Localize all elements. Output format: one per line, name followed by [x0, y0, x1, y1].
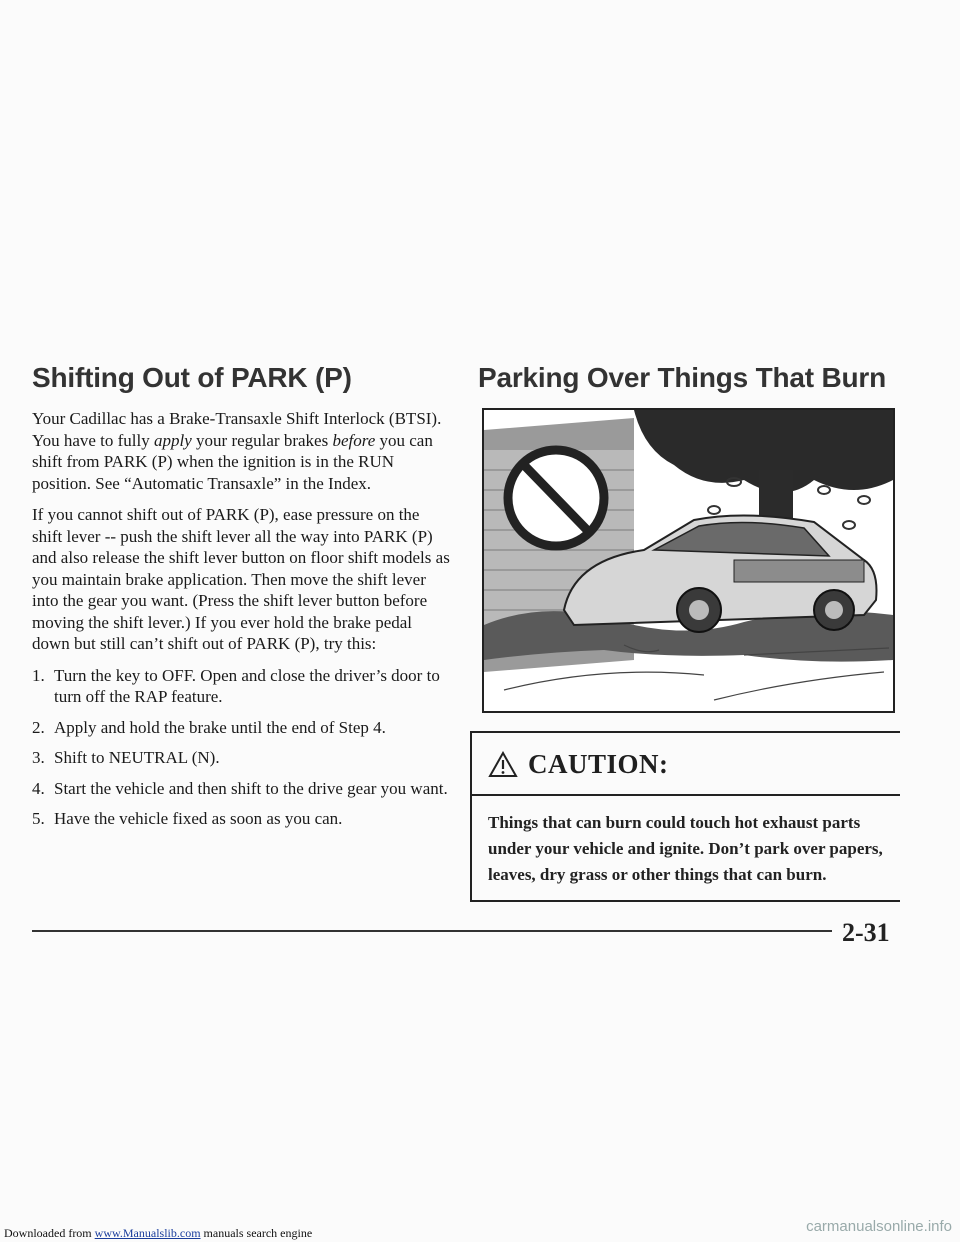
caution-text: Things that can burn could touch hot exhaust parts under your vehicle and ignite. Don’t park over papers, leaves, dry grass or other things that can burn.	[488, 813, 883, 884]
page-number: 2-31	[842, 918, 890, 947]
list-item: 2. Apply and hold the brake until the end of Step 4.	[32, 717, 386, 737]
car-parked-illustration	[482, 408, 895, 713]
section-heading-shifting: Shifting Out of PARK (P)	[32, 362, 352, 393]
caution-box	[470, 731, 900, 902]
warning-triangle-icon	[488, 751, 518, 778]
list-item: 1. Turn the key to OFF. Open and close the driver’s door to turn off the RAP feature.	[32, 665, 440, 706]
caution-label: CAUTION:	[528, 749, 669, 779]
list-item: 3. Shift to NEUTRAL (N).	[32, 748, 220, 767]
paragraph-cannot-shift: If you cannot shift out of PARK (P), ease pressure on the shift lever -- push the shift lever all the way into PARK (P) and also release the shift lever button on floor shift models as you maintain brake application. Then move the shift lever into the gear you want. (Press the shift lever button before moving the shift lever.) If you ever hold the brake pedal down but still can’t shift out of PARK (P), try this:	[32, 505, 450, 653]
footer-rule	[32, 930, 832, 932]
right-column	[478, 362, 898, 902]
list-item: 4. Start the vehicle and then shift to the drive gear you want.	[32, 778, 448, 798]
list-item: 5. Have the vehicle fixed as soon as you can.	[32, 809, 343, 828]
left-column	[32, 362, 452, 839]
section-heading-parking: Parking Over Things That Burn	[478, 362, 887, 393]
no-parking-symbol	[508, 450, 604, 546]
watermark-text: carmanualsonline.info	[806, 1218, 952, 1235]
caution-header	[472, 733, 900, 796]
manualslib-link[interactable]: www.Manualslib.com	[94, 1226, 201, 1240]
steps-list	[32, 665, 452, 830]
car-over-leaves-drawing	[484, 410, 893, 711]
download-footer: Downloaded from www.Manualslib.com manuals search engine	[4, 1226, 313, 1240]
paragraph-btsi: Your Cadillac has a Brake-Transaxle Shift Interlock (BTSI). You have to fully apply your regular brakes before you can shift from PARK (P) when the ignition is in the RUN position. See “Automatic Transaxle” in the Index.	[32, 409, 442, 493]
